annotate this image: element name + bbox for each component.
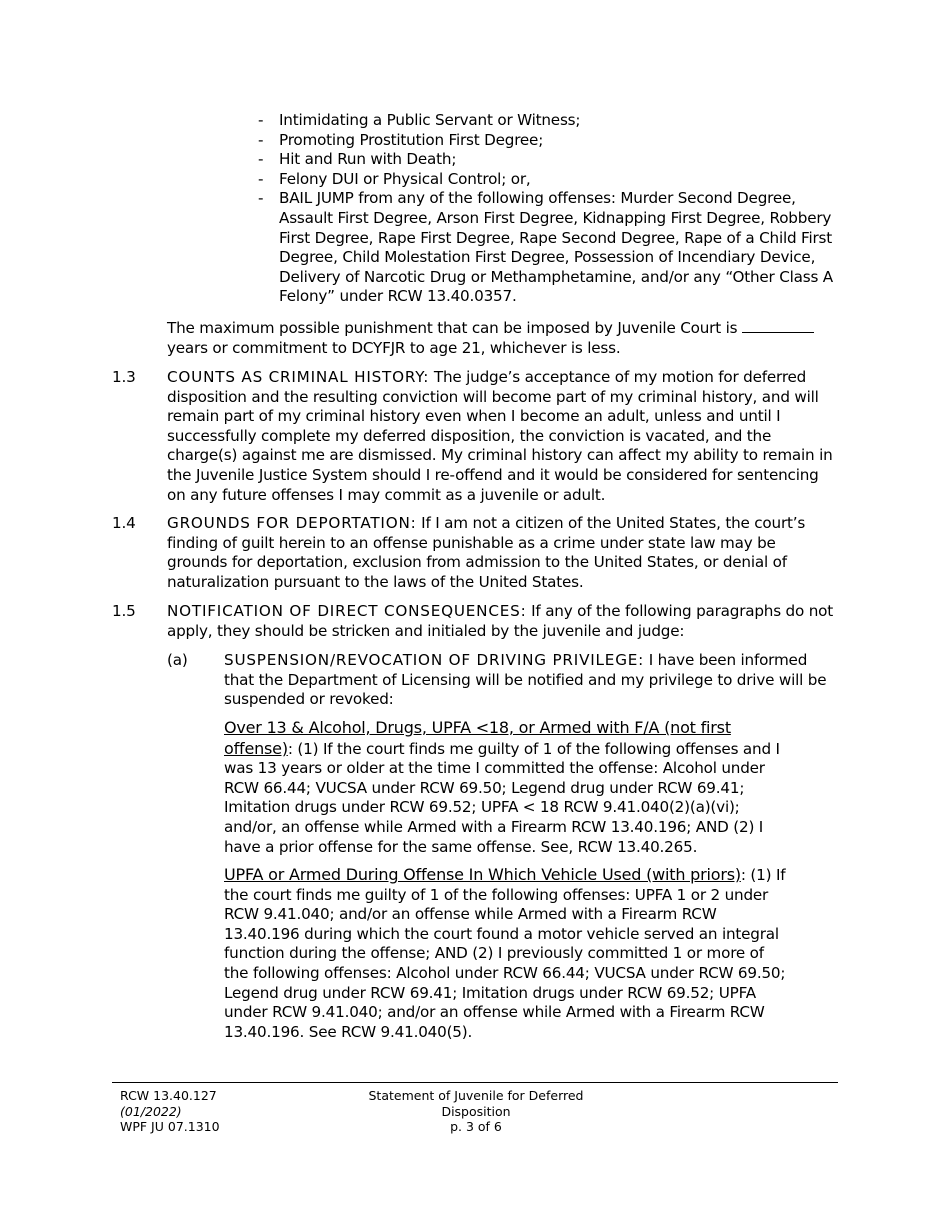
footer-page-number: p. 3 of 6 — [450, 1119, 502, 1134]
footer-left — [120, 1088, 220, 1135]
section-number: 1.3 — [112, 368, 136, 386]
section-heading: GROUNDS FOR DEPORTATION: — [167, 514, 417, 532]
section-criminal-history: COUNTS AS CRIMINAL HISTORY: The judge’s acceptance of my motion for deferred disposition and the resulting conviction will become part of my criminal history, and will remain part of my criminal history even when I become an adult, unless and until I successfully complete my deferred disposition, the conviction is vacated, and the charge(s) against me are dismissed. My criminal history can affect my ability to remain in the Juvenile Justice System should I re-offend and it would be considered for sentencing on any future offenses I may commit as a juvenile or adult. — [167, 368, 833, 504]
list-item: - Promoting Prostitution First Degree; — [258, 130, 544, 149]
list-item: - Intimidating a Public Servant or Witness; — [258, 111, 581, 129]
section-heading: NOTIFICATION OF DIRECT CONSEQUENCES: — [167, 602, 527, 620]
footer-divider — [112, 1082, 838, 1083]
section-heading: COUNTS AS CRIMINAL HISTORY: — [167, 368, 430, 386]
paragraph-title: Over 13 & Alcohol, Drugs, UPFA <18, or Armed with F/A (not first offense) — [224, 718, 731, 758]
footer-title-line1: Statement of Juvenile for Deferred — [368, 1088, 584, 1103]
subsection-heading: SUSPENSION/REVOCATION OF DRIVING PRIVILEGE: — [224, 651, 645, 669]
list-item: - BAIL JUMP from any of the following offenses: Murder Second Degree, Assault First Degree, Arson First Degree, Kidnapping First Degree, Robbery First Degree, Rape First Degree, Rape Second Degree, Rape of a Child First Degree, Child Molestation First Degree, Possession of Incendiary Device, Delivery of Narcotic Drug or Methamphetamine, and/or any “Other Class A Felony” under RCW 13.40.0357. — [258, 189, 833, 306]
list-item: - Hit and Run with Death; — [258, 150, 457, 169]
section-direct-consequences: NOTIFICATION OF DIRECT CONSEQUENCES: If any of the following paragraphs do not apply, they should be stricken and initialed by the juvenile and judge: — [167, 602, 833, 640]
paragraph-title: UPFA or Armed During Offense In Which Vehicle Used (with priors) — [224, 865, 741, 884]
footer-date: (01/2022) — [120, 1103, 182, 1119]
upfa-armed-paragraph: UPFA or Armed During Offense In Which Vehicle Used (with priors): (1) If the court finds me guilty of 1 of the following offenses: UPFA 1 or 2 under RCW 9.41.040; and/or an offense while Armed with a Firearm RCW 13.40.196 during which the court found a motor vehicle served an integral function during the offense; AND (2) I previously committed 1 or more of the following offenses: Alcohol under RCW 66.44; VUCSA under RCW 69.50; Legend drug under RCW 69.41; Imitation drugs under RCW 69.52; UPFA under RCW 9.41.040; and/or an offense while Armed with a Firearm RCW 13.40.196. See RCW 9.41.040(5). — [224, 865, 786, 1041]
subsection-label: (a) — [167, 651, 188, 669]
years-blank-field[interactable] — [742, 318, 814, 333]
footer-rcw: RCW 13.40.127 — [120, 1088, 217, 1103]
section-number: 1.5 — [112, 602, 136, 620]
footer-center — [340, 1088, 612, 1135]
offense-bullet-list — [258, 111, 843, 307]
subsection-driving-privilege: SUSPENSION/REVOCATION OF DRIVING PRIVILEGE: I have been informed that the Department of Licensing will be notified and my privilege to drive will be suspended or revoked: — [224, 651, 827, 709]
over-13-paragraph: Over 13 & Alcohol, Drugs, UPFA <18, or Armed with F/A (not first offense): (1) If the court finds me guilty of 1 of the following offenses and I was 13 years or older at the time I committed the offense: Alcohol under RCW 66.44; VUCSA under RCW 69.50; Legend drug under RCW 69.41; Imitation drugs under RCW 69.52; UPFA < 18 RCW 9.41.040(2)(a)(vi); and/or, an offense while Armed with a Firearm RCW 13.40.196; AND (2) I have a prior offense for the same offense. See, RCW 13.40.265. — [224, 718, 780, 856]
section-number: 1.4 — [112, 514, 136, 532]
max-punishment-paragraph: The maximum possible punishment that can be imposed by Juvenile Court is years or commitment to DCYFJR to age 21, whichever is less. — [167, 318, 839, 358]
footer-title-line2: Disposition — [441, 1103, 511, 1119]
footer-form-number: WPF JU 07.1310 — [120, 1119, 220, 1134]
section-deportation: GROUNDS FOR DEPORTATION: If I am not a citizen of the United States, the court’s finding of guilt herein to an offense punishable as a crime under state law may be grounds for deportation, exclusion from admission to the United States, or denial of naturalization pursuant to the laws of the United States. — [167, 514, 806, 591]
list-item: - Felony DUI or Physical Control; or, — [258, 169, 531, 188]
